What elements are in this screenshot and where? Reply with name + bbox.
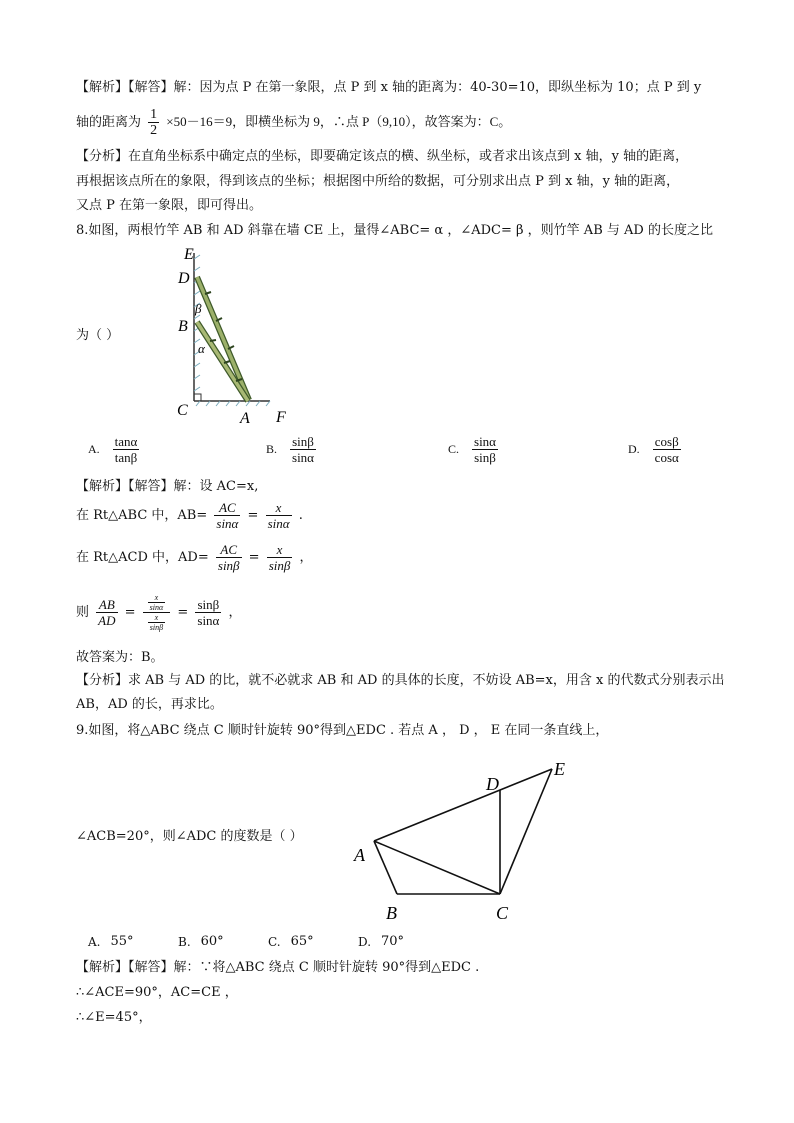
label-e: E bbox=[554, 759, 565, 779]
option-d[interactable]: D. 70° bbox=[358, 934, 405, 949]
solution-line: 【解析】【解答】解：因为点 P 在第一象限，点 P 到 x 轴的距离为：40-30=10，即纵坐标为 10；点 P 到 y bbox=[76, 80, 702, 95]
q8-solution-line: 则 $\frac{AB}{AD}$ = $\frac{\frac{x}{\sin\alpha}}{\frac{x}{\sin\beta}}$ = $\frac{\sin\beta}{\sin\alpha}$ ， bbox=[76, 593, 242, 632]
label-d: D bbox=[486, 774, 499, 794]
label-a: A bbox=[354, 845, 365, 865]
q8-analysis: AB，AD 的长，再求比。 bbox=[76, 697, 223, 712]
option-b[interactable]: B. 60° bbox=[178, 934, 224, 949]
label-alpha: α bbox=[198, 341, 205, 356]
label-c: C bbox=[177, 402, 188, 419]
label-d: D bbox=[178, 270, 190, 287]
option-d[interactable]: D. $\frac{\cos\beta}{\cos\alpha}$ bbox=[628, 434, 679, 465]
q8-analysis: 【分析】求 AB 与 AD 的比，就不必就求 AB 和 AD 的具体的长度，不妨设 AB=x，用含 x 的代数式分别表示出 bbox=[76, 673, 725, 688]
q8-solution-line: 在 Rt△ABC 中，AB= $\frac{AC}{\sin\alpha}$ = $\frac{x}{\sin\alpha}$ . bbox=[76, 500, 303, 531]
question-8-stem-cont: 为（ ） bbox=[76, 328, 120, 343]
question-9-stem-cont: ∠ACB=20°，则∠ADC 的度数是（ ） bbox=[76, 829, 303, 844]
label-beta: β bbox=[195, 301, 202, 316]
bamboo-wall-figure bbox=[170, 245, 300, 430]
analysis-line: 又点 P 在第一象限，即可得出。 bbox=[76, 198, 263, 213]
question-9-stem: 9.如图，将△ABC 绕点 C 顺时针旋转 90°得到△EDC . 若点 A ， D ， E 在同一条直线上， bbox=[76, 723, 609, 738]
option-c[interactable]: C. 65° bbox=[268, 934, 314, 949]
q9-solution-line: ∴∠E=45°， bbox=[76, 1010, 152, 1025]
q8-solution-line: 【解析】【解答】解：设 AC=x, bbox=[76, 479, 259, 494]
option-b[interactable]: B. $\frac{\sin\beta}{\sin\alpha}$ bbox=[266, 434, 314, 465]
option-c[interactable]: C. $\frac{\sin\alpha}{\sin\beta}$ bbox=[448, 434, 496, 465]
label-a: A bbox=[240, 410, 250, 427]
option-a[interactable]: A. $\frac{\tan\alpha}{\tan\beta}$ bbox=[88, 434, 138, 465]
q9-solution-line: ∴∠ACE=90°，AC=CE ， bbox=[76, 985, 238, 1000]
label-b: B bbox=[178, 318, 188, 335]
option-a[interactable]: A. 55° bbox=[88, 934, 134, 949]
fraction: $\frac{1}{2}$ bbox=[150, 107, 158, 138]
q8-answer: 故答案为：B。 bbox=[76, 650, 164, 665]
question-8-stem: 8.如图，两根竹竿 AB 和 AD 斜靠在墙 CE 上，量得∠ABC= α ，∠ADC= β ，则竹竿 AB 与 AD 的长度之比 bbox=[76, 223, 713, 238]
label-c: C bbox=[496, 903, 509, 923]
q9-solution-line: 【解析】【解答】解：∵将△ABC 绕点 C 顺时针旋转 90°得到△EDC . bbox=[76, 960, 480, 975]
analysis-line: 再根据该点所在的象限，得到该点的坐标；根据图中所给的数据，可分别求出点 P 到 x 轴，y 轴的距离， bbox=[76, 174, 680, 189]
solution-line: 轴的距离为 $\frac{1}{2}$ ×50－16＝9，即横坐标为 9，∴点 P（9,10），故答案为：C。 bbox=[76, 107, 512, 138]
label-e: E bbox=[184, 246, 194, 263]
rotation-triangle-figure bbox=[350, 755, 580, 925]
analysis-line: 【分析】在直角坐标系中确定点的坐标，即要确定该点的横、纵坐标，或者求出该点到 x 轴，y 轴的距离， bbox=[76, 149, 689, 164]
label-f: F bbox=[276, 409, 286, 426]
q8-solution-line: 在 Rt△ACD 中，AD= $\frac{AC}{\sin\beta}$ = $\frac{x}{\sin\beta}$ ， bbox=[76, 542, 313, 573]
label-b: B bbox=[386, 903, 397, 923]
